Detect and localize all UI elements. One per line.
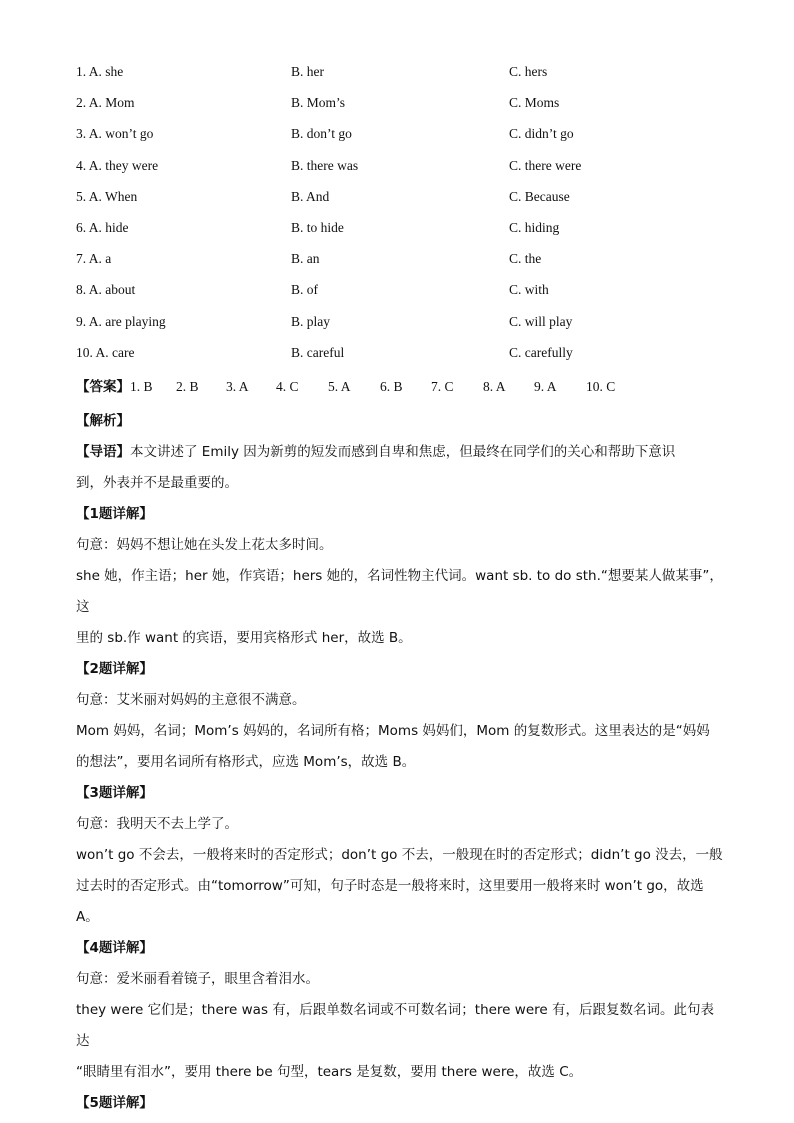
option-row [76, 343, 756, 374]
answer-item: 6. B [380, 379, 403, 394]
explanation-line: won’t go 不会去，一般将来时的否定形式；don’t go 不去，一般现在时的否定形式；didn’t go 没去，一般 [76, 847, 723, 863]
guide-text-line: 到，外表并不是最重要的。 [76, 475, 238, 491]
answer-item: 2. B [176, 379, 199, 394]
option-row [76, 280, 756, 311]
analysis-section [76, 406, 726, 1119]
option-a: 2. A. Mom [76, 95, 135, 111]
answer-item: 3. A [226, 379, 249, 394]
option-c: C. with [509, 282, 549, 298]
option-c: C. Moms [509, 95, 560, 111]
option-row [76, 156, 756, 187]
explanation-line: 里的 sb.作 want 的宾语，要用宾格形式 her，故选 B。 [76, 630, 412, 646]
answer-item: 9. A [534, 379, 557, 394]
analysis-heading: 【解析】 [76, 413, 130, 429]
answer-item: 5. A [328, 379, 351, 394]
answer-label: 【答案】 [76, 379, 130, 395]
explanation-line: they were 它们是；there was 有，后跟单数名词或不可数名词；there were 有，后跟复数名词。此句表达 [76, 1002, 714, 1049]
option-b: B. don’t go [291, 126, 352, 142]
option-a: 9. A. are playing [76, 313, 166, 329]
option-b: B. there was [291, 157, 359, 173]
option-c: C. hiding [509, 219, 560, 235]
option-a: 6. A. hide [76, 219, 129, 235]
answer-key [76, 375, 615, 395]
answer-item: 4. C [276, 379, 299, 394]
option-c: C. hers [509, 64, 548, 79]
option-row [76, 124, 756, 155]
answer-item: 10. C [586, 379, 616, 394]
question-heading: 【3题详解】 [76, 785, 153, 801]
explanation-line: “眼睛里有泪水”，要用 there be 句型，tears 是复数，要用 there were，故选 C。 [76, 1064, 583, 1080]
option-a: 3. A. won’t go [76, 126, 154, 142]
option-c: C. the [509, 251, 542, 267]
option-b: B. play [291, 313, 330, 329]
option-row [76, 62, 756, 93]
option-a: 4. A. they were [76, 157, 159, 173]
sentence-meaning: 句意：艾米丽对妈妈的主意很不满意。 [76, 692, 306, 708]
option-c: C. carefully [509, 344, 573, 360]
option-a: 7. A. a [76, 251, 112, 267]
option-row [76, 187, 756, 218]
option-b: B. an [291, 251, 320, 267]
option-row [76, 249, 756, 280]
option-b: B. careful [291, 344, 345, 360]
option-a: 8. A. about [76, 282, 136, 298]
option-c: C. didn’t go [509, 126, 574, 142]
option-a: 5. A. When [76, 188, 138, 204]
option-a: 1. A. she [76, 64, 124, 79]
explanation-line: she 她，作主语；her 她，作宾语；hers 她的，名词性物主代词。want sb. to do sth.“想要某人做某事”，这 [76, 568, 723, 615]
guide-text-line: 本文讲述了 Emily 因为新剪的短发而感到自卑和焦虑，但最终在同学们的关心和帮助下意识 [130, 444, 676, 460]
option-row [76, 93, 756, 124]
option-c: C. will play [509, 313, 573, 329]
sentence-meaning: 句意：妈妈不想让她在头发上花太多时间。 [76, 537, 333, 553]
option-b: B. of [291, 282, 318, 298]
question-heading: 【4题详解】 [76, 940, 153, 956]
explanation-line: 的想法”，要用名词所有格形式，应选 Mom’s，故选 B。 [76, 754, 416, 770]
guide-label: 【导语】 [76, 444, 130, 460]
explanation-line: A。 [76, 909, 99, 925]
explanation-line: 过去时的否定形式。由“tomorrow”可知，句子时态是一般将来时，这里要用一般将来时 won’t go，故选 [76, 878, 704, 894]
option-b: B. Mom’s [291, 95, 346, 111]
answer-item: 1. B [130, 379, 153, 394]
option-a: 10. A. care [76, 344, 135, 360]
option-b: B. her [291, 64, 324, 79]
option-b: B. to hide [291, 219, 344, 235]
sentence-meaning: 句意：我明天不去上学了。 [76, 816, 238, 832]
guide-paragraph [76, 437, 726, 468]
option-b: B. And [291, 188, 330, 204]
option-row [76, 218, 756, 249]
option-c: C. Because [509, 188, 570, 204]
question-heading: 【1题详解】 [76, 506, 153, 522]
question-heading: 【2题详解】 [76, 661, 153, 677]
option-row [76, 312, 756, 343]
question-heading: 【5题详解】 [76, 1095, 153, 1111]
option-c: C. there were [509, 157, 582, 173]
answer-item: 7. C [431, 379, 454, 394]
sentence-meaning: 句意：爱米丽看着镜子，眼里含着泪水。 [76, 971, 319, 987]
options-list [76, 62, 756, 374]
answer-item: 8. A [483, 379, 506, 394]
explanation-line: Mom 妈妈，名词；Mom’s 妈妈的，名词所有格；Moms 妈妈们，Mom 的复数形式。这里表达的是“妈妈 [76, 723, 710, 739]
